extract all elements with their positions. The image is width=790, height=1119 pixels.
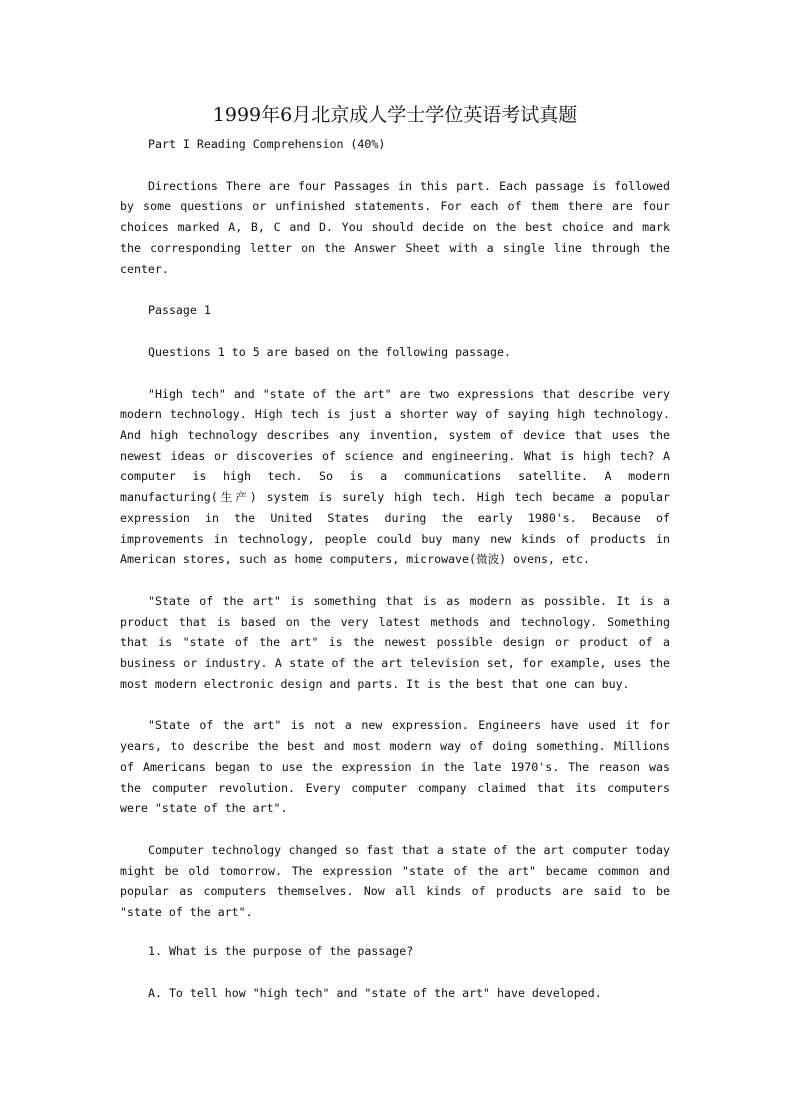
question-1-option-a: A. To tell how "high tech" and "state of the art" have developed. [148,985,602,1000]
directions-paragraph: Directions There are four Passages in this part. Each passage is followed by some questions or unfinished statements. For each of them there are four choices marked A, B, C and D. You should decide on the best choice and mark the corresponding letter on the Answer Sheet with a single line through the center. [120,178,670,276]
passage-paragraph-1: "High tech" and "state of the art" are two expressions that describe very modern technology. High tech is just a shorter way of saying high technology. And high technology describes any invention, system of device that uses the newest ideas or discoveries of science and engineering. What is high tech? A computer is high tech. So is a communications satellite. A modern manufacturing(生产) system is surely high tech. High tech became a popular expression in the United States during the early 1980's. Because of improvements in technology, people could buy many new kinds of products in American stores, such as home computers, microwave(微波) ovens, etc. [120,386,670,567]
passage-paragraph-4: Computer technology changed so fast that a state of the art computer today might be old tomorrow. The expression "state of the art" became common and popular as computers themselves. Now all kinds of products are said to be "state of the art". [120,842,670,920]
question-1: 1. What is the purpose of the passage? [148,943,414,958]
document-page [120,100,670,1003]
passage-label: Passage 1 [148,303,211,318]
passage-paragraph-3: "State of the art" is not a new expression. Engineers have used it for years, to describe the best and most modern way of doing something. Millions of Americans began to use the expression in the late 1970's. The reason was the computer revolution. Every computer company claimed that its computers were "state of the art". [120,718,670,816]
part-heading: Part I Reading Comprehension (40%) [148,137,386,151]
questions-intro: Questions 1 to 5 are based on the following passage. [148,344,511,359]
document-title: 1999年6月北京成人学士学位英语考试真题 [212,104,578,126]
passage-paragraph-2: "State of the art" is something that is as modern as possible. It is a product that is based on the very latest methods and technology. Something that is "state of the art" is the newest possible design or product of a business or industry. A state of the art television set, for example, uses the most modern electronic design and parts. It is the best that one can buy. [120,593,670,691]
